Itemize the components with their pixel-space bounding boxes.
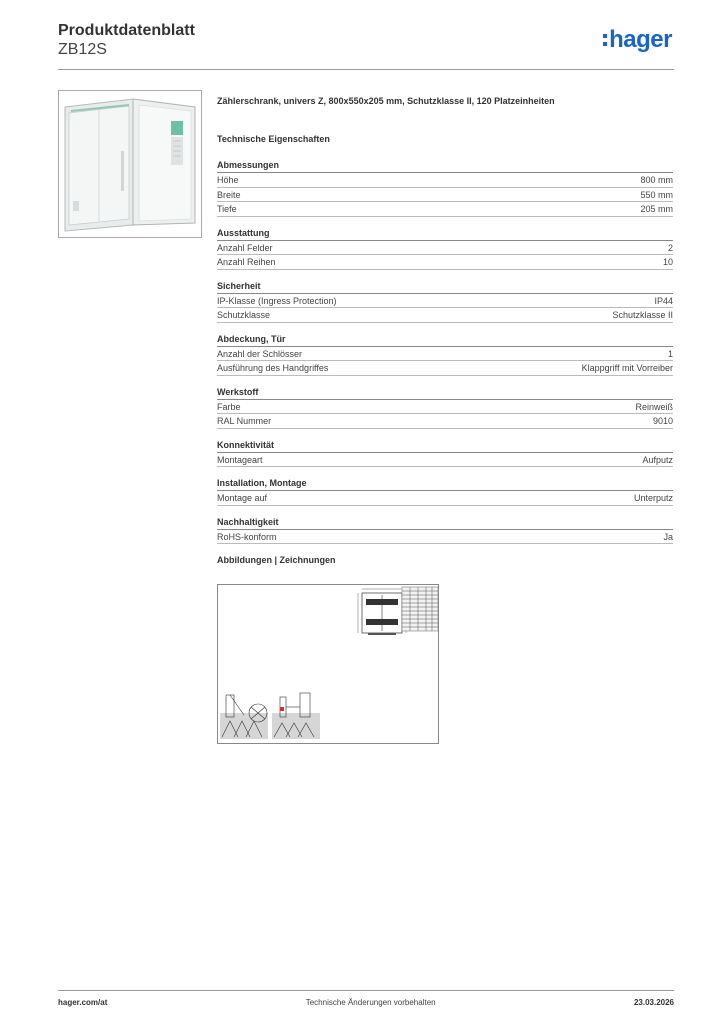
- property-label: RAL Nummer: [217, 416, 272, 426]
- meter-cabinet-photo-icon: [59, 91, 201, 237]
- property-section: [217, 333, 673, 376]
- property-value: Schutzklasse II: [612, 310, 673, 320]
- section-title: Konnektivität: [217, 439, 673, 453]
- property-row: [217, 202, 673, 217]
- property-row: [217, 530, 673, 545]
- footer-date: 23.03.2026: [633, 998, 674, 1007]
- page-footer: [58, 998, 674, 1007]
- property-row: [217, 308, 673, 323]
- property-row: [217, 491, 673, 506]
- product-description: Zählerschrank, univers Z, 800x550x205 mm, Schutzklasse II, 120 Platzeinheiten: [217, 96, 555, 106]
- footer-notice: Technische Änderungen vorbehalten: [305, 998, 436, 1007]
- property-section: [217, 516, 673, 545]
- property-label: Montageart: [217, 454, 263, 465]
- property-section: [217, 439, 673, 468]
- property-label: IP-Klasse (Ingress Protection): [217, 295, 337, 306]
- property-label: Anzahl der Schlösser: [217, 348, 303, 359]
- property-label: Anzahl Felder: [217, 242, 273, 253]
- installation-sketch-icon: [220, 693, 320, 739]
- hager-logo: [603, 26, 672, 54]
- property-row: [217, 347, 673, 362]
- product-code: ZB12S: [58, 41, 107, 58]
- drawings-box: [217, 584, 439, 744]
- property-section: [217, 227, 673, 270]
- section-title: Abdeckung, Tür: [217, 333, 673, 347]
- property-section: [217, 159, 673, 217]
- section-title: Sicherheit: [217, 280, 673, 294]
- property-row: [217, 400, 673, 415]
- property-row: [217, 294, 673, 309]
- property-value: Aufputz: [642, 454, 673, 465]
- footer-website[interactable]: hager.com/at: [58, 998, 108, 1007]
- properties-list: [217, 159, 673, 544]
- property-value: 800 mm: [640, 175, 673, 185]
- property-row: [217, 414, 673, 429]
- property-row: [217, 241, 673, 256]
- property-label: RoHS-konform: [217, 531, 277, 542]
- property-label: Farbe: [217, 401, 241, 412]
- product-image: [58, 90, 202, 238]
- property-section: [217, 280, 673, 323]
- property-value: Ja: [663, 531, 673, 542]
- technical-drawings-icon: [218, 585, 438, 743]
- property-section: [217, 477, 673, 506]
- section-title: Nachhaltigkeit: [217, 516, 673, 530]
- property-row: [217, 255, 673, 270]
- property-value: 9010: [652, 416, 673, 426]
- property-value: 1: [667, 348, 673, 359]
- tech-properties-heading: Technische Eigenschaften: [217, 134, 330, 144]
- property-label: Ausführung des Handgriffes: [217, 363, 329, 373]
- logo-text: hager: [609, 26, 672, 53]
- page-header: [58, 22, 674, 70]
- property-value: IP44: [654, 295, 673, 306]
- property-label: Höhe: [217, 175, 239, 185]
- logo-dots-icon: [603, 34, 607, 46]
- property-row: [217, 453, 673, 468]
- footer-divider: [58, 990, 674, 991]
- section-title: Abmessungen: [217, 159, 673, 173]
- property-label: Anzahl Reihen: [217, 257, 276, 267]
- property-label: Montage auf: [217, 493, 268, 503]
- property-label: Schutzklasse: [217, 310, 271, 320]
- header-divider: [58, 69, 674, 70]
- dimension-drawing-icon: [358, 589, 406, 635]
- property-row: [217, 173, 673, 188]
- document-title: Produktdatenblatt: [58, 22, 195, 39]
- product-details: [217, 95, 673, 566]
- property-value: Unterputz: [633, 493, 673, 503]
- section-title: Ausstattung: [217, 227, 673, 241]
- property-value: 2: [667, 242, 673, 253]
- property-value: 550 mm: [640, 189, 673, 200]
- section-title: Werkstoff: [217, 386, 673, 400]
- figures-heading: Abbildungen | Zeichnungen: [217, 555, 336, 565]
- property-label: Tiefe: [217, 204, 237, 214]
- property-row: [217, 361, 673, 376]
- property-section: [217, 386, 673, 429]
- property-value: Klappgriff mit Vorreiber: [581, 363, 673, 373]
- section-title: Installation, Montage: [217, 477, 673, 491]
- property-row: [217, 188, 673, 203]
- property-value: 10: [662, 257, 673, 267]
- spec-table-icon: [402, 587, 438, 631]
- property-value: Reinweiß: [635, 401, 673, 412]
- property-value: 205 mm: [640, 204, 673, 214]
- property-label: Breite: [217, 189, 241, 200]
